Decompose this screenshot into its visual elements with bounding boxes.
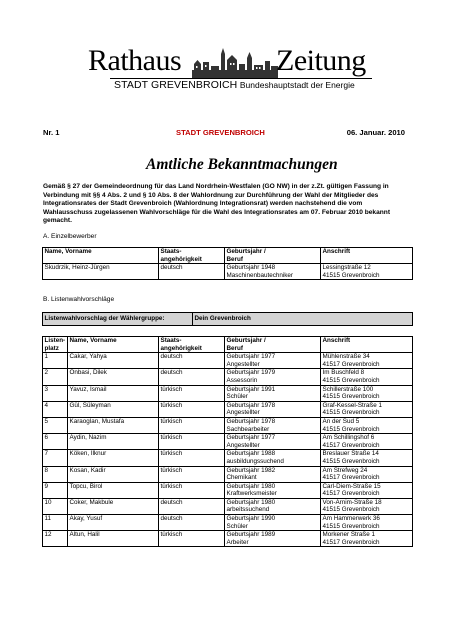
cell-line: 7 <box>44 450 49 458</box>
cell-address <box>321 450 413 466</box>
cell-place <box>43 450 68 466</box>
masthead-title-right: Zeitung <box>276 44 366 77</box>
cell-birth-job <box>225 353 321 369</box>
cell-line: Name, Vorname <box>69 337 117 344</box>
cell-line: 2 <box>44 369 49 377</box>
cell-line: 11 <box>44 515 52 523</box>
cell-line: deutsch <box>160 264 183 272</box>
cell-name <box>68 531 159 547</box>
cell-line: deutsch <box>160 498 183 506</box>
cell-nationality <box>159 434 225 450</box>
section-a-label: A. Einzelbewerber <box>43 233 97 240</box>
table-header-row <box>43 248 413 264</box>
cell-line: Geburtsjahr 1989 <box>226 531 276 539</box>
cell-address <box>321 482 413 498</box>
issue-date: 06. Januar. 2010 <box>346 128 405 137</box>
cell-address <box>321 264 413 280</box>
single-candidates-table <box>42 247 413 280</box>
cell-nationality <box>159 466 225 482</box>
cell-address <box>321 515 413 531</box>
table-row <box>43 353 413 369</box>
cell-birth-job <box>225 498 321 514</box>
table-row <box>43 401 413 417</box>
cell-line: 41517 Grevenbroich <box>322 490 380 498</box>
cell-line: Geburtsjahr / <box>226 337 266 344</box>
masthead-subtitle <box>114 80 355 91</box>
cell-line: 41517 Grevenbroich <box>322 441 380 449</box>
cell-line: türkisch <box>160 466 183 474</box>
cell-line: 41515 Grevenbroich <box>322 457 380 465</box>
masthead <box>88 44 378 106</box>
cell-address <box>321 466 413 482</box>
cell-line: Chemikant <box>226 474 257 482</box>
cell-nationality <box>159 353 225 369</box>
cell-line: Onbasi, Dilek <box>69 369 107 377</box>
table-row <box>43 385 413 401</box>
cell-line: An der Sud 5 <box>322 417 360 425</box>
table-row <box>43 369 413 385</box>
cell-place <box>43 434 68 450</box>
masthead-tagline: Bundeshauptstadt der Energie <box>239 80 355 90</box>
cell-line: Altun, Halil <box>69 531 100 539</box>
cell-address <box>321 385 413 401</box>
cell-line: Geburtsjahr 1980 <box>226 482 276 490</box>
cell-line: 9 <box>44 482 49 490</box>
cell-line: türkisch <box>160 417 183 425</box>
cell-line: Von-Arnim-Straße 18 <box>322 498 382 506</box>
cell-line: Morkener Straße 1 <box>322 531 375 539</box>
cell-line: türkisch <box>160 385 183 393</box>
cell-line: Staats- <box>160 337 182 344</box>
cell-birth-job <box>225 466 321 482</box>
cell-nationality <box>159 417 225 433</box>
cell-line: 41515 Grevenbroich <box>322 409 380 417</box>
cell-name <box>68 385 159 401</box>
cell-line: Skudrzik, Heinz-Jürgen <box>44 264 110 272</box>
cell-line: Geburtsjahr 1988 <box>226 450 276 458</box>
cell-place <box>43 515 68 531</box>
cell-line: Carl-Diem-Straße 15 <box>322 482 381 490</box>
cell-line: Topcu, Birol <box>69 482 103 490</box>
cell-line: Kosan, Kadir <box>69 466 106 474</box>
cell-line: platz <box>44 344 59 352</box>
header-cell <box>321 248 413 264</box>
cell-line: 12 <box>44 531 52 539</box>
cell-line: 1 <box>44 353 49 361</box>
cell-line: arbeitssuchend <box>226 506 270 514</box>
cell-name <box>68 353 159 369</box>
cell-line: türkisch <box>160 531 183 539</box>
cell-line: Geburtsjahr 1982 <box>226 466 276 474</box>
cell-line: angehörigkeit <box>160 255 202 263</box>
cell-address <box>321 434 413 450</box>
cell-line: Arbeiter <box>226 538 249 546</box>
cell-line: 41517 Grevenbroich <box>322 538 380 546</box>
cell-line: Angestellter <box>226 360 260 368</box>
cell-birth-job <box>225 264 321 280</box>
cell-birth-job <box>225 531 321 547</box>
cell-name <box>68 401 159 417</box>
cell-name <box>68 369 159 385</box>
cell-place <box>43 417 68 433</box>
cell-address <box>321 369 413 385</box>
header-cell <box>159 337 225 353</box>
cell-place <box>43 531 68 547</box>
cell-line: 41515 Grevenbroich <box>322 376 380 384</box>
page-headline: Amtliche Bekanntmachungen <box>146 156 338 173</box>
cell-line: Am Hammerwerk 36 <box>322 515 380 523</box>
cell-nationality <box>159 369 225 385</box>
cell-line: Akay, Yusuf <box>69 515 103 523</box>
cell-nationality <box>159 515 225 531</box>
cell-line: Geburtsjahr 1978 <box>226 417 276 425</box>
cell-line: Name, Vorname <box>44 248 92 255</box>
cell-line: 8 <box>44 466 49 474</box>
cell-name <box>43 264 159 280</box>
cell-line: Maschinenbautechniker <box>226 271 294 279</box>
cell-line: Am Schillingshof 6 <box>322 434 375 442</box>
table-header-row <box>43 337 413 353</box>
list-candidates-table <box>42 336 413 547</box>
cell-place <box>43 353 68 369</box>
cell-line: 41515 Grevenbroich <box>322 425 380 433</box>
cell-line: Staats- <box>160 248 182 255</box>
cell-birth-job <box>225 450 321 466</box>
cell-line: türkisch <box>160 450 183 458</box>
cell-line: 41515 Grevenbroich <box>322 393 380 401</box>
cell-line: türkisch <box>160 434 183 442</box>
table-row <box>43 498 413 514</box>
cell-line: Geburtsjahr 1977 <box>226 434 276 442</box>
cell-line: Assessorin <box>226 376 258 384</box>
cell-line: Köken, Ilknur <box>69 450 107 458</box>
header-cell <box>159 248 225 264</box>
cell-line: deutsch <box>160 369 183 377</box>
cell-nationality <box>159 531 225 547</box>
table-row <box>43 515 413 531</box>
cell-birth-job <box>225 401 321 417</box>
cell-line: Anschrift <box>322 337 351 344</box>
cell-line: Anschrift <box>322 248 351 255</box>
cell-line: Sachbearbeiter <box>226 425 270 433</box>
cell-line: 41515 Grevenbroich <box>322 506 380 514</box>
cell-line: Beruf <box>226 344 243 352</box>
cell-line: 41515 Grevenbroich <box>322 522 380 530</box>
cell-line: Karaoglan, Mustafa <box>69 417 125 425</box>
cell-address <box>321 417 413 433</box>
cell-line: deutsch <box>160 353 183 361</box>
cell-line: Schillerstraße 100 <box>322 385 374 393</box>
cell-line: Geburtsjahr 1991 <box>226 385 276 393</box>
cell-line: Im Buschfeld 8 <box>322 369 365 377</box>
header-cell <box>321 337 413 353</box>
cell-line: türkisch <box>160 482 183 490</box>
cell-birth-job <box>225 385 321 401</box>
cell-line: Schüler <box>226 393 248 401</box>
cell-name <box>68 498 159 514</box>
cell-line: Yavuz, Ismail <box>69 385 107 393</box>
masthead-title-left: Rathaus <box>88 44 182 77</box>
cell-line: Gül, Süleyman <box>69 401 111 409</box>
cell-line: Breslauer Straße 14 <box>322 450 379 458</box>
header-cell <box>43 248 159 264</box>
table-row <box>43 417 413 433</box>
cell-line: Graf-Kessel-Straße 1 <box>322 401 382 409</box>
cell-name <box>68 450 159 466</box>
cell-line: Mühlenstraße 34 <box>322 353 370 361</box>
cell-name <box>68 434 159 450</box>
group-table <box>42 312 413 326</box>
cell-line: Am Strefweg 24 <box>322 466 368 474</box>
masthead-city: STADT GREVENBROICH <box>114 79 238 91</box>
cell-line: Lessingstraße 12 <box>322 264 371 272</box>
cell-address <box>321 353 413 369</box>
cell-nationality <box>159 498 225 514</box>
table-row <box>43 466 413 482</box>
cell-nationality <box>159 482 225 498</box>
cell-birth-job <box>225 515 321 531</box>
cell-line: Geburtsjahr 1980 <box>226 498 276 506</box>
cell-line: Cakar, Yahya <box>69 353 107 361</box>
section-b-label: B. Listenwahlvorschläge <box>43 296 115 303</box>
cell-line: Coker, Makbule <box>69 498 114 506</box>
cell-birth-job <box>225 482 321 498</box>
cell-place <box>43 369 68 385</box>
header-cell <box>68 337 159 353</box>
cell-name <box>68 466 159 482</box>
cell-line: 10 <box>44 498 52 506</box>
cell-name <box>68 482 159 498</box>
issue-number: Nr. 1 <box>43 128 60 137</box>
cell-nationality <box>159 401 225 417</box>
cell-line: 4 <box>44 401 49 409</box>
cell-line: Schüler <box>226 522 248 530</box>
cell-line: Listen- <box>44 337 66 344</box>
header-cell <box>43 337 68 353</box>
cell-line: Geburtsjahr 1977 <box>226 353 276 361</box>
cell-line: Angestellter <box>226 441 260 449</box>
cell-nationality <box>159 385 225 401</box>
issue-city: STADT GREVENBROICH <box>176 128 265 137</box>
cell-name <box>68 417 159 433</box>
cell-line: 41517 Grevenbroich <box>322 360 380 368</box>
cell-line: Geburtsjahr / <box>226 248 266 255</box>
header-cell <box>225 337 321 353</box>
cell-line: deutsch <box>160 515 183 523</box>
town-skyline-logo <box>192 48 278 78</box>
cell-line: Geburtsjahr 1948 <box>226 264 276 272</box>
intro-paragraph: Gemäß § 27 der Gemeindeordnung für das Land Nordrhein-Westfalen (GO NW) in der z.Zt. gültigen Fassung in Verbindung mit §§ 4 Abs. 2 und § 10 Abs. 8 der Wahlordnung zur Durchführung der Wahl der Mitglieder des Integrationsrates der Stadt Grevenbroich (Wahlordnung Integrationsrat) werden nachstehend die vom Wahlausschuss zugelassenen Wahlvorschläge für die Wahl des Integrationsrates am 07. Februar 2010 bekannt gemacht. <box>43 183 391 225</box>
table-row <box>43 482 413 498</box>
cell-line: Geburtsjahr 1978 <box>226 401 276 409</box>
table-row <box>43 434 413 450</box>
cell-line: 41515 Grevenbroich <box>322 271 380 279</box>
cell-line: türkisch <box>160 401 183 409</box>
cell-place <box>43 466 68 482</box>
cell-nationality <box>159 264 225 280</box>
cell-place <box>43 482 68 498</box>
cell-line: 6 <box>44 434 49 442</box>
cell-place <box>43 401 68 417</box>
cell-line: angehörigkeit <box>160 344 202 352</box>
cell-place <box>43 498 68 514</box>
cell-name <box>68 515 159 531</box>
cell-birth-job <box>225 417 321 433</box>
cell-nationality <box>159 450 225 466</box>
cell-line: Kraftwerksmeister <box>226 490 277 498</box>
cell-address <box>321 531 413 547</box>
cell-line: Geburtsjahr 1979 <box>226 369 276 377</box>
cell-address <box>321 401 413 417</box>
cell-line: Aydin, Nazim <box>69 434 107 442</box>
cell-line: Beruf <box>226 255 243 263</box>
cell-line: Angestellter <box>226 409 260 417</box>
group-row <box>43 313 413 326</box>
cell-line: 3 <box>44 385 49 393</box>
table-row <box>43 264 413 280</box>
table-row <box>43 450 413 466</box>
group-label: Listenwahlvorschlag der Wählergruppe: <box>43 313 193 326</box>
cell-line: 5 <box>44 417 49 425</box>
cell-birth-job <box>225 369 321 385</box>
group-name: Dein Grevenbroich <box>193 313 413 326</box>
cell-birth-job <box>225 434 321 450</box>
header-cell <box>225 248 321 264</box>
table-row <box>43 531 413 547</box>
cell-line: 41517 Grevenbroich <box>322 474 380 482</box>
cell-line: Geburtsjahr 1990 <box>226 515 276 523</box>
cell-line: ausbildungssuchend <box>226 457 284 465</box>
cell-address <box>321 498 413 514</box>
cell-place <box>43 385 68 401</box>
